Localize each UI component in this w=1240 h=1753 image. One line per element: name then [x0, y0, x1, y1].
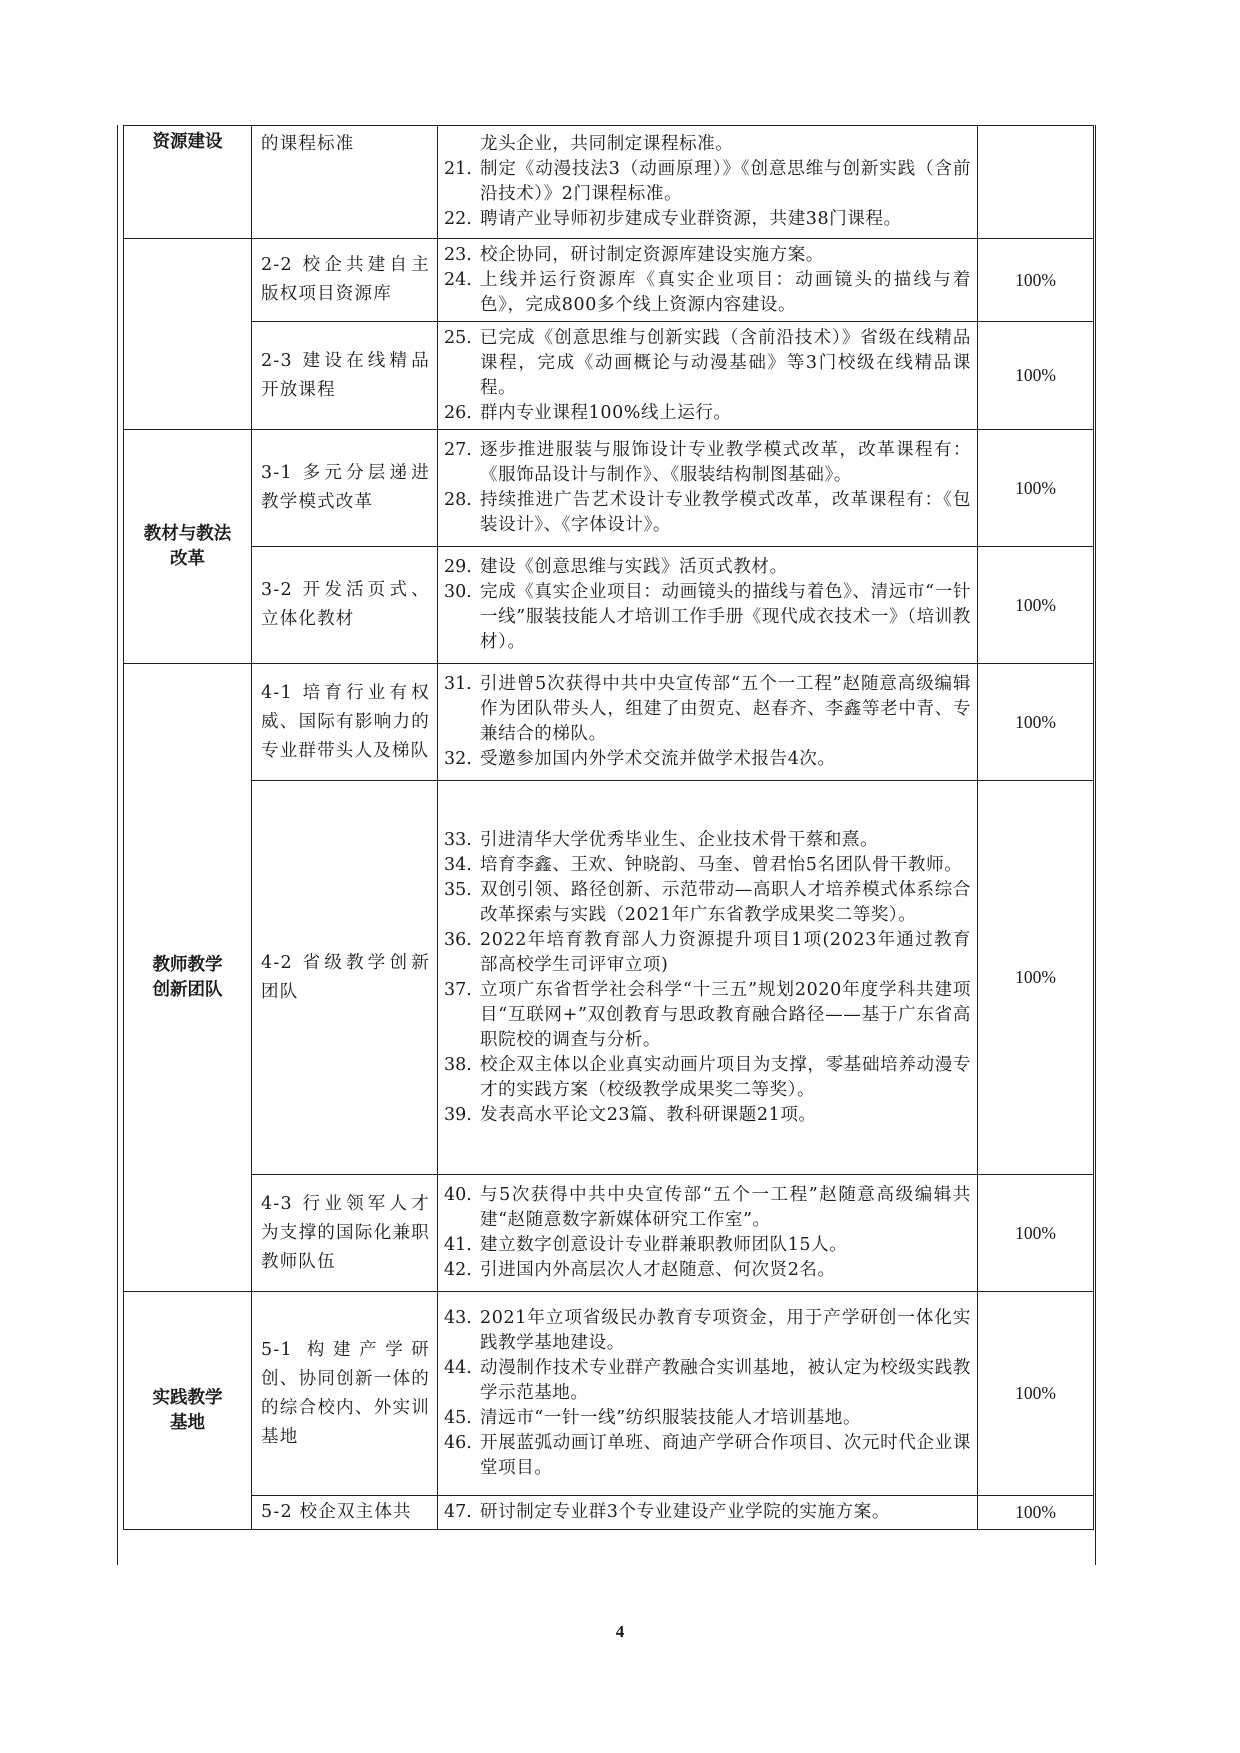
completion-cell — [978, 126, 1094, 239]
task-cell: 2-3 建设在线精品开放课程 — [252, 322, 438, 430]
list-item: 26. 群内专业课程100%线上运行。 — [444, 402, 732, 423]
completion-cell: 100% — [978, 547, 1094, 664]
completion-cell: 100% — [978, 322, 1094, 430]
category-cell: 实践教学基地 — [124, 1292, 252, 1530]
table-row — [124, 781, 1094, 1175]
list-item: 43. 2021年立项省级民办教育专项资金，用于产学研创一体化实践教学基地建设。 — [444, 1308, 971, 1353]
list-item: 39. 发表高水平论文23篇、教科研课题21项。 — [444, 1104, 817, 1125]
list-item: 35. 双创引领、路径创新、示范带动—高职人才培养模式体系综合改革探索与实践（2021年广东省教学成果奖二等奖）。 — [444, 879, 971, 925]
content-cell — [438, 781, 978, 1175]
list-item: 38. 校企双主体以企业真实动画片项目为支撑，零基础培养动漫专才的实践方案（校级教学成果奖二等奖）。 — [444, 1054, 971, 1100]
list-item: 32. 受邀参加国内外学术交流并做学术报告4次。 — [444, 749, 836, 769]
list-item: 30. 完成《真实企业项目：动画镜头的描线与着色》、清远市“一针一线”服装技能人才培训工作手册《现代成衣技术一》（培训教材）。 — [444, 582, 971, 652]
list-item: 龙头企业，共同制定课程标准。 — [480, 134, 734, 154]
completion-cell: 100% — [978, 1496, 1094, 1530]
table-row — [124, 547, 1094, 664]
task-cell: 5-1 构建产学研创、协同创新一体的的综合校内、外实训基地 — [252, 1292, 438, 1496]
task-cell: 4-3 行业领军人才为支撑的国际化兼职教师队伍 — [252, 1175, 438, 1292]
list-item: 25. 已完成《创意思维与创新实践（含前沿技术）》省级在线精品课程，完成《动画概论与动漫基础》等3门校级在线精品课程。 — [444, 327, 971, 398]
content-cell — [438, 430, 978, 547]
list-item: 47. 研讨制定专业群3个专业建设产业学院的实施方案。 — [444, 1502, 890, 1522]
list-item: 42. 引进国内外高层次人才赵随意、何次贤2名。 — [444, 1260, 836, 1280]
list-item: 27. 逐步推进服装与服饰设计专业教学模式改革，改革课程有：《服饰品设计与制作》、《服装结构制图基础》。 — [444, 440, 971, 485]
list-item: 45. 清远市“一针一线”纺织服装技能人才培训基地。 — [444, 1408, 862, 1428]
completion-cell: 100% — [978, 430, 1094, 547]
list-item: 40. 与5次获得中共中央宣传部“五个一工程”赵随意高级编辑共建“赵随意数字新媒体研究工作室”。 — [444, 1185, 971, 1230]
list-item: 29. 建设《创意思维与实践》活页式教材。 — [444, 557, 788, 577]
list-item: 44. 动漫制作技术专业群产教融合实训基地，被认定为校级实践教学示范基地。 — [444, 1358, 971, 1403]
content-cell — [438, 547, 978, 664]
table-row — [124, 1292, 1094, 1496]
category-cell: 教材与教法改革 — [124, 430, 252, 664]
task-cell: 4-1 培育行业有权威、国际有影响力的专业群带头人及梯队 — [252, 664, 438, 781]
table-row — [124, 664, 1094, 781]
list-item: 24. 上线并运行资源库《真实企业项目：动画镜头的描线与着色》，完成800多个线上资源内容建设。 — [444, 269, 971, 315]
table-row — [124, 239, 1094, 322]
list-item: 41. 建立数字创意设计专业群兼职教师团队15人。 — [444, 1235, 848, 1255]
list-item: 28. 持续推进广告艺术设计专业教学模式改革，改革课程有：《包装设计》、《字体设计》。 — [444, 490, 971, 535]
table-row — [124, 322, 1094, 430]
list-item: 31. 引进曾5次获得中共中央宣传部“五个一工程”赵随意高级编辑作为团队带头人，组建了由贺克、赵春齐、李鑫等老中青、专兼结合的梯队。 — [444, 674, 971, 744]
table-row — [124, 1496, 1094, 1530]
category-cell: 资源建设 — [124, 126, 252, 239]
list-item: 23. 校企协同，研讨制定资源库建设实施方案。 — [444, 244, 824, 265]
content-cell — [438, 1292, 978, 1496]
list-item: 46. 开展蓝弧动画订单班、商迪产学研合作项目、次元时代企业课堂项目。 — [444, 1433, 971, 1478]
content-cell — [438, 664, 978, 781]
content-cell — [438, 239, 978, 322]
page-number: 4 — [615, 1622, 625, 1641]
task-cell: 2-2 校企共建自主版权项目资源库 — [252, 239, 438, 322]
list-item: 33. 引进清华大学优秀毕业生、企业技术骨干蔡和熹。 — [444, 829, 879, 850]
list-item: 36. 2022年培育教育部人力资源提升项目1项(2023年通过教育部高校学生司评审立项) — [444, 929, 971, 975]
list-item: 34. 培育李鑫、王欢、钟晓韵、马奎、曾君怡5名团队骨干教师。 — [444, 854, 963, 875]
category-cell: 教师教学创新团队 — [124, 664, 252, 1292]
completion-cell: 100% — [978, 1292, 1094, 1496]
category-cell-empty — [124, 239, 252, 430]
task-cell: 的课程标准 — [252, 126, 438, 239]
list-item: 21. 制定《动漫技法3（动画原理）》《创意思维与创新实践（含前沿技术）》2门课程标准。 — [444, 159, 971, 204]
table-row — [124, 430, 1094, 547]
content-cell — [438, 1496, 978, 1530]
task-cell: 5-2 校企双主体共 — [252, 1496, 438, 1530]
content-cell — [438, 322, 978, 430]
task-cell: 4-2 省级教学创新团队 — [252, 781, 438, 1175]
completion-cell: 100% — [978, 781, 1094, 1175]
table-row — [124, 1175, 1094, 1292]
completion-cell: 100% — [978, 664, 1094, 781]
completion-cell: 100% — [978, 239, 1094, 322]
list-item: 37. 立项广东省哲学社会科学“十三五”规划2020年度学科共建项目“互联网+”双创教育与思政教育融合路径——基于广东省高职院校的调查与分析。 — [444, 979, 971, 1050]
content-cell — [438, 126, 978, 239]
table-row — [124, 126, 1094, 239]
task-cell: 3-2 开发活页式、立体化教材 — [252, 547, 438, 664]
completion-cell: 100% — [978, 1175, 1094, 1292]
progress-table — [123, 125, 1094, 1530]
list-item: 22. 聘请产业导师初步建成专业群资源，共建38门课程。 — [444, 209, 902, 229]
content-cell — [438, 1175, 978, 1292]
task-cell: 3-1 多元分层递进教学模式改革 — [252, 430, 438, 547]
